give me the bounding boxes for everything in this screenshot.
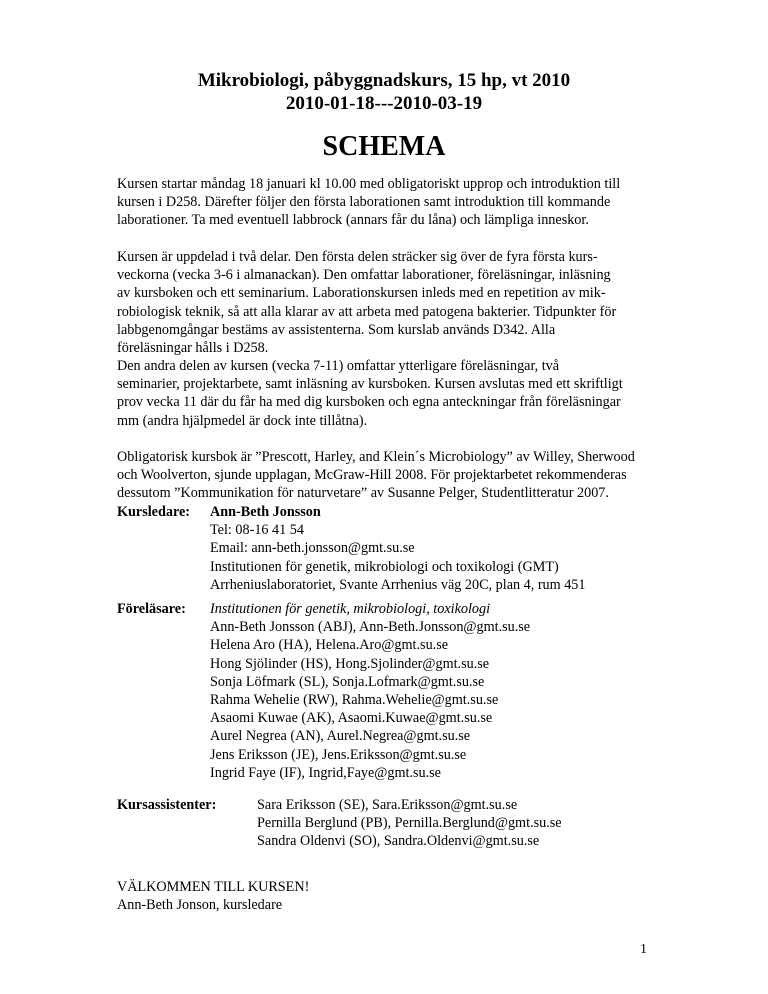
- text-line: kursen i D258. Därefter följer den första laborationen samt introduktion till kommande: [117, 194, 611, 211]
- lecturer-item: Rahma Wehelie (RW), Rahma.Wehelie@gmt.su.se: [210, 692, 499, 709]
- text-line: Obligatorisk kursbok är ”Prescott, Harley, and Klein´s Microbiology” av Willey, Sherwood: [117, 449, 635, 465]
- page-title: SCHEMA: [322, 131, 446, 162]
- kursledare-address: Arrheniuslaboratoriet, Svante Arrhenius väg 20C, plan 4, rum 451: [210, 576, 586, 593]
- assistant-item: Pernilla Berglund (PB), Pernilla.Berglund@gmt.su.se: [257, 815, 562, 832]
- literature-paragraph: [117, 448, 677, 503]
- kursledare-block: [210, 503, 586, 594]
- lecturer-item: Jens Eriksson (JE), Jens.Eriksson@gmt.su.se: [210, 746, 467, 763]
- lecturer-item: Asaomi Kuwae (AK), Asaomi.Kuwae@gmt.su.se: [210, 710, 493, 727]
- text-line: labbgenomgångar bestäms av assistenterna. Som kurslab används D342. Alla: [117, 321, 556, 338]
- assistenter-label: Kursassistenter:: [117, 797, 217, 813]
- forelasare-block: [210, 600, 530, 782]
- text-line: robiologisk teknik, så att alla klarar av att arbeta med patogena bakterier. Tidpunkter för: [117, 303, 617, 320]
- text-line: mm (andra hjälpmedel är dock inte tillåtna).: [117, 412, 368, 429]
- assistant-item: Sara Eriksson (SE), Sara.Eriksson@gmt.su.se: [257, 797, 518, 813]
- course-parts-paragraph: [117, 248, 677, 357]
- forelasare-label: Föreläsare:: [117, 601, 186, 617]
- signature-text: Ann-Beth Jonson, kursledare: [117, 897, 283, 914]
- kursledare-institution: Institutionen för genetik, mikrobiologi och toxikologi (GMT): [210, 558, 559, 575]
- page-number: 1: [640, 942, 647, 957]
- lecturer-item: Helena Aro (HA), Helena.Aro@gmt.su.se: [210, 637, 449, 654]
- forelasare-institution: Institutionen för genetik, mikrobiologi, toxikologi: [210, 601, 491, 617]
- kursledare-name: Ann-Beth Jonsson: [210, 504, 321, 520]
- text-line: seminarier, projektarbete, samt inläsning av kursboken. Kursen avslutas med ett skriftligt: [117, 376, 623, 393]
- text-line: dessutom ”Kommunikation för naturvetare” av Susanne Pelger, Studentlitteratur 2007.: [117, 485, 609, 502]
- text-line: föreläsningar hålls i D258.: [117, 340, 269, 357]
- assistant-item: Sandra Oldenvi (SO), Sandra.Oldenvi@gmt.su.se: [257, 833, 540, 850]
- lecturer-item: Sonja Löfmark (SL), Sonja.Lofmark@gmt.su.se: [210, 673, 485, 690]
- assistenter-block: [257, 796, 562, 851]
- lecturer-item: Ingrid Faye (IF), Ingrid,Faye@gmt.su.se: [210, 764, 441, 781]
- second-part-paragraph: [117, 357, 677, 430]
- text-line: Kursen är uppdelad i två delar. Den första delen sträcker sig över de fyra första kurs-: [117, 249, 598, 265]
- kursledare-label: Kursledare:: [117, 504, 191, 520]
- kursledare-email: Email: ann-beth.jonsson@gmt.su.se: [210, 540, 415, 557]
- welcome-text: VÄLKOMMEN TILL KURSEN!: [117, 879, 310, 895]
- lecturer-item: Ann-Beth Jonsson (ABJ), Ann-Beth.Jonsson@gmt.su.se: [210, 619, 531, 636]
- text-line: av kursboken och ett seminarium. Laborationskursen inleds med en repetition av mik-: [117, 285, 606, 302]
- course-title: Mikrobiologi, påbyggnadskurs, 15 hp, vt 2010: [197, 70, 571, 91]
- intro-paragraph: [117, 175, 677, 230]
- text-line: prov vecka 11 där du får ha med dig kursboken och egna anteckningar från föreläsningar: [117, 394, 621, 411]
- closing-block: [117, 878, 309, 914]
- text-line: Kursen startar måndag 18 januari kl 10.00 med obligatoriskt upprop och introduktion till: [117, 176, 621, 192]
- text-line: veckorna (vecka 3-6 i almanackan). Den omfattar laborationer, föreläsningar, inläsning: [117, 267, 611, 284]
- text-line: laborationer. Ta med eventuell labbrock (annars får du låna) och lämpliga inneskor.: [117, 212, 589, 229]
- lecturer-item: Hong Sjölinder (HS), Hong.Sjolinder@gmt.su.se: [210, 655, 490, 672]
- text-line: Den andra delen av kursen (vecka 7-11) omfattar ytterligare föreläsningar, två: [117, 358, 560, 374]
- course-dates: 2010-01-18---2010-03-19: [285, 93, 483, 114]
- kursledare-phone: Tel: 08-16 41 54: [210, 522, 304, 539]
- text-line: och Woolverton, sjunde upplagan, McGraw-Hill 2008. För projektarbetet rekommenderas: [117, 467, 627, 484]
- lecturer-item: Aurel Negrea (AN), Aurel.Negrea@gmt.su.se: [210, 728, 471, 745]
